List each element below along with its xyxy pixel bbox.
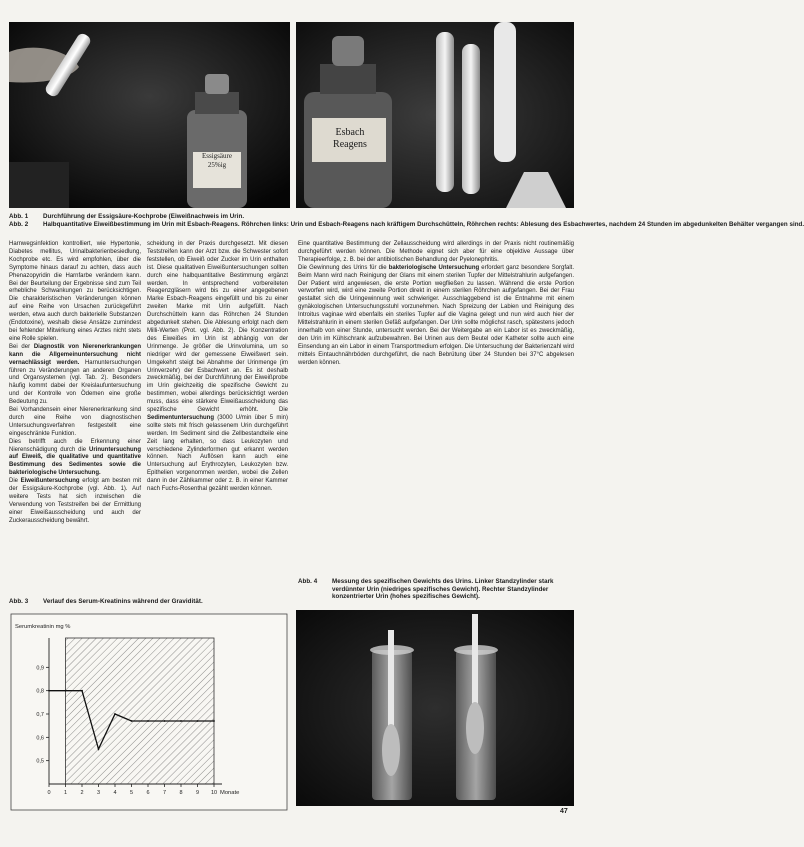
figure-4-caption bbox=[298, 578, 574, 601]
y-axis-label: Serumkreatinin mg % bbox=[15, 624, 71, 630]
figure-2-caption-repeat bbox=[298, 213, 574, 235]
bottle-label-line1: Essigsäure bbox=[202, 152, 232, 160]
urinometer-photo-illustration bbox=[296, 610, 574, 806]
paragraph: Harnwegsinfektion kontrolliert, wie Hypertonie, Diabetes mellitus, Urinalbakterienbesiedlung, Kochprobe etc. Es wird empfohlen, über die Symptome hinaus darauf zu achten, dass auch Phenazopyridin die Harnfarbe verändern kann. Bei der Beurteilung der Ergebnisse sind zum Teil erhebliche Schwankungen zu berücksichtigen. Die charakteristischen Veränderungen können auf eine Reihe von Ursachen zurückgeführt werden, etwa auch durch bakterielle Substanzen (Endotoxine), weshalb diese Ansätze zumindest bei fehlender Mitwirkung eines Arztes nicht stets eine Rolle spielen. bbox=[9, 241, 141, 342]
x-tick-label: 0 bbox=[47, 790, 51, 796]
x-tick-label: 9 bbox=[195, 790, 200, 796]
y-tick-label: 0,6 bbox=[36, 735, 44, 742]
figure-4-photo bbox=[296, 610, 574, 806]
chart-svg bbox=[9, 612, 289, 812]
esbach-reagent-photo-illustration bbox=[296, 22, 574, 208]
serum-creatinine-chart bbox=[9, 612, 289, 812]
paragraph: Bei Vorhandensein einer Nierenerkrankung sind durch eine Reihe von diagnostischen Untersuchungsverfahren festgestellt eine eingeschränkte Funktion. bbox=[9, 407, 141, 437]
text-column-1 bbox=[9, 241, 141, 526]
bottle-label-line1: Esbach bbox=[335, 127, 365, 138]
figure-1-photo bbox=[9, 22, 290, 208]
paragraph: Bei der Diagnostik von Nierenerkrankungen kann die Allgemeinuntersuchung nicht vernachlässigt werden. Harnuntersuchungen führen zu Veränderungen an anderen Organen und Organsystemen (vgl. Tab. 2). Besonders häufig kommt dabei der Kreislaufuntersuchung und der Kontrolle von Ödemen eine große Bedeutung zu. bbox=[9, 343, 141, 406]
figure-caption-text: Halbquantitative Eiweißbestimmung im Urin mit Esbach-Reagens. Röhrchen links: Urin und Esbach-Reagens nach kräftigem Durchschütteln, Röhrchen rechts: Ablesung des Esbachwertes, nachdem 24 Stunden im abgedunkelten Behälter vergangen sind. bbox=[43, 220, 804, 228]
figure-label: Abb. 3 bbox=[9, 598, 29, 605]
x-tick-label: 5 bbox=[129, 790, 134, 796]
data-point bbox=[213, 720, 215, 722]
x-tick-label: 6 bbox=[146, 790, 150, 796]
figure-label: Abb. 4 bbox=[298, 578, 318, 585]
figure-label: Abb. 2 bbox=[9, 220, 29, 228]
x-tick-label: 8 bbox=[179, 790, 183, 796]
x-tick-label: 1 bbox=[63, 790, 68, 796]
x-tick-label: 2 bbox=[80, 790, 84, 796]
text-column-2 bbox=[147, 241, 288, 494]
figure-label: Abb. 1 bbox=[9, 213, 29, 220]
paragraph: Eine quantitative Bestimmung der Zellausscheidung wird allerdings in der Praxis nicht routinemäßig durchgeführt werden können. Die Methode eignet sich aber für eine objektive Aussage über Therapieerfolge, z. B. bei der antibiotischen Behandlung der Pyelonephritis. bbox=[298, 241, 574, 263]
data-point bbox=[197, 720, 199, 722]
x-axis-label: Monate bbox=[220, 790, 240, 796]
x-tick-label: 4 bbox=[113, 790, 117, 796]
figure-caption-text: Verlauf des Serum-Kreatinins während der Gravidität. bbox=[43, 598, 203, 605]
data-point bbox=[164, 720, 166, 722]
paragraph: Die Eiweißuntersuchung erfolgt am besten mit der Essigsäure-Kochprobe (vgl. Abb. 1). Auf weitere Tests hat sich inzwischen die Verwendung von Teststreifen bei der Ermittlung einer Eiweißausscheidung und auch der Zuckerausscheidung bewährt. bbox=[9, 478, 141, 524]
data-point bbox=[114, 713, 116, 715]
y-tick-label: 0,9 bbox=[36, 665, 44, 672]
bottle-label-essigsaeure bbox=[193, 152, 241, 170]
y-tick-label: 0,7 bbox=[36, 712, 44, 718]
data-point bbox=[180, 720, 182, 722]
x-tick-label: 7 bbox=[162, 790, 167, 796]
bottle-label-esbach bbox=[313, 127, 387, 151]
x-tick-label: 10 bbox=[210, 790, 218, 796]
x-tick-label: 3 bbox=[96, 790, 101, 796]
figure-caption-text: Durchführung der Essigsäure-Kochprobe (Eiweißnachweis im Urin. bbox=[43, 213, 245, 220]
figure-3-caption bbox=[9, 598, 289, 606]
bottle-label-line2: Reagens bbox=[333, 139, 367, 150]
data-point bbox=[81, 690, 83, 692]
acetic-acid-photo-illustration bbox=[9, 22, 290, 208]
figure-2-caption-continued bbox=[298, 213, 574, 235]
paragraph: scheidung in der Praxis durchgesetzt. Mit diesen Teststreifen kann der Arzt bzw. die Schwester sofort feststellen, ob Eiweiß oder Zucker im Urin enthalten ist. Diese qualitativen Eiweißuntersuchungen sollten durch eine halbquantitative Bestimmung ergänzt werden. In entsprechend vorbereiteten Reagenzgläsern wird bis zu einer angegebenen Marke Esbach-Reagens eingefüllt und bis zu einer zweiten Marke mit Urin aufgefüllt. Nach Durchschütteln kann das Röhrchen 24 Stunden abgedunkelt stehen. Die Ablesung erfolgt nach dem Milli-Werten (Prot. vgl. Abb. 2). Die Konzentration des Eiweißes im Urin ist abhängig von der Urinmenge. Je größer die Urinvolumina, um so niedriger wird der gemessene Eiweißwert sein. Umgekehrt steigt bei Abnahme der Urinmenge (im Urinverzehr) der Esbachwert an. Es ist deshalb zweckmäßig, bei der Durchführung der Eiweißprobe im Urin gleichzeitig die spezifische Gewicht zu bestimmen, wobei allerdings berücksichtigt werden muss, dass eine stärkere Eiweißausscheidung das spezifische Gewicht erhöht. Die Sedimentuntersuchung (3000 U/min über 5 min) sollte stets mit frisch gelassenem Urin durchgeführt werden. Im Sediment sind die Zellbestandteile eine Zeit lang erhalten, so dass Leukozyten und verschiedene Zylinderformen gut erkannt werden können. Nach Auflösen kann auch eine Untersuchung auf Erythrozyten, Leukozyten bzw. Epithelien vorgenommen werden, wobei die Zellen dann in der Zählkammer oder z. B. in einer Kammer nach Fuchs-Rosenthal gezählt werden können. bbox=[147, 241, 288, 493]
figure-caption-text: Messung des spezifischen Gewichts des Urins. Linker Standzylinder stark verdünnter Urin (niedriges spezifisches Gewicht). Rechter Standzylinder konzentrierter Urin (hohes spezifisches Gewicht). bbox=[332, 578, 554, 601]
data-point bbox=[48, 690, 50, 692]
data-point bbox=[131, 720, 133, 722]
y-tick-label: 0,8 bbox=[36, 688, 44, 695]
paragraph: Die Gewinnung des Urins für die bakteriologische Untersuchung erfordert ganz besondere Sorgfalt. Beim Mann wird nach Reinigung der Glans mit einem sterilen Tupfer der Mittelstrahlurin aufgefangen. Der Patient wird angewiesen, die erste Portion wegfließen zu lassen. Während die erste Portion verworfen wird, wird eine zweite Portion direkt in einem sterilen Röhrchen aufgefangen. Bei der Frau gestaltet sich die Uringewinnung weit schwieriger. Ausschlaggebend ist die Entnahme mit einem gynäkologischen Untersuchungsstuhl vorzunehmen. Nach Spreizung der Labien und Reinigung des Introitus vaginae wird ebenfalls ein steriles Tupfer auf die Vagina gelegt und nun wird auch hier der Mittelstrahlurin in einem sterilen Gefäß aufgefangen. Der Urin sollte möglichst rasch, spätestens jedoch innerhalb von einer Stunde, untersucht werden. Bei der Weitergabe an ein Labor ist es zweckmäßig, den Urin im Kühlschrank aufzubewahren. Bei Urinen aus dem Beutel oder Katheter sollte auch eine Einsendung an ein Labor in einem Transportmedium erfolgen. Die Untersuchung der Bakterienzahl wird mittels Eintauchnährböden durchgeführt, die nach Bebrütung über 24 Stunden bei 37°C abgelesen werden können. bbox=[298, 264, 575, 366]
figure-2-photo bbox=[296, 22, 574, 208]
page-number: 47 bbox=[560, 808, 568, 815]
y-tick-label: 0,5 bbox=[36, 758, 44, 765]
paragraph: Dies betrifft auch die Erkennung einer Nierenschädigung durch die Urinuntersuchung auf Eiweiß, die qualitative und quantitative Bestimmung des Sedimentes sowie die bakteriologische Untersuchung. bbox=[9, 438, 141, 477]
text-column-3 bbox=[298, 241, 574, 368]
data-point bbox=[65, 690, 67, 692]
figure-1-caption bbox=[9, 213, 804, 228]
bottle-label-line2: 25%ig bbox=[207, 161, 227, 169]
data-point bbox=[147, 720, 149, 722]
data-point bbox=[98, 748, 100, 750]
